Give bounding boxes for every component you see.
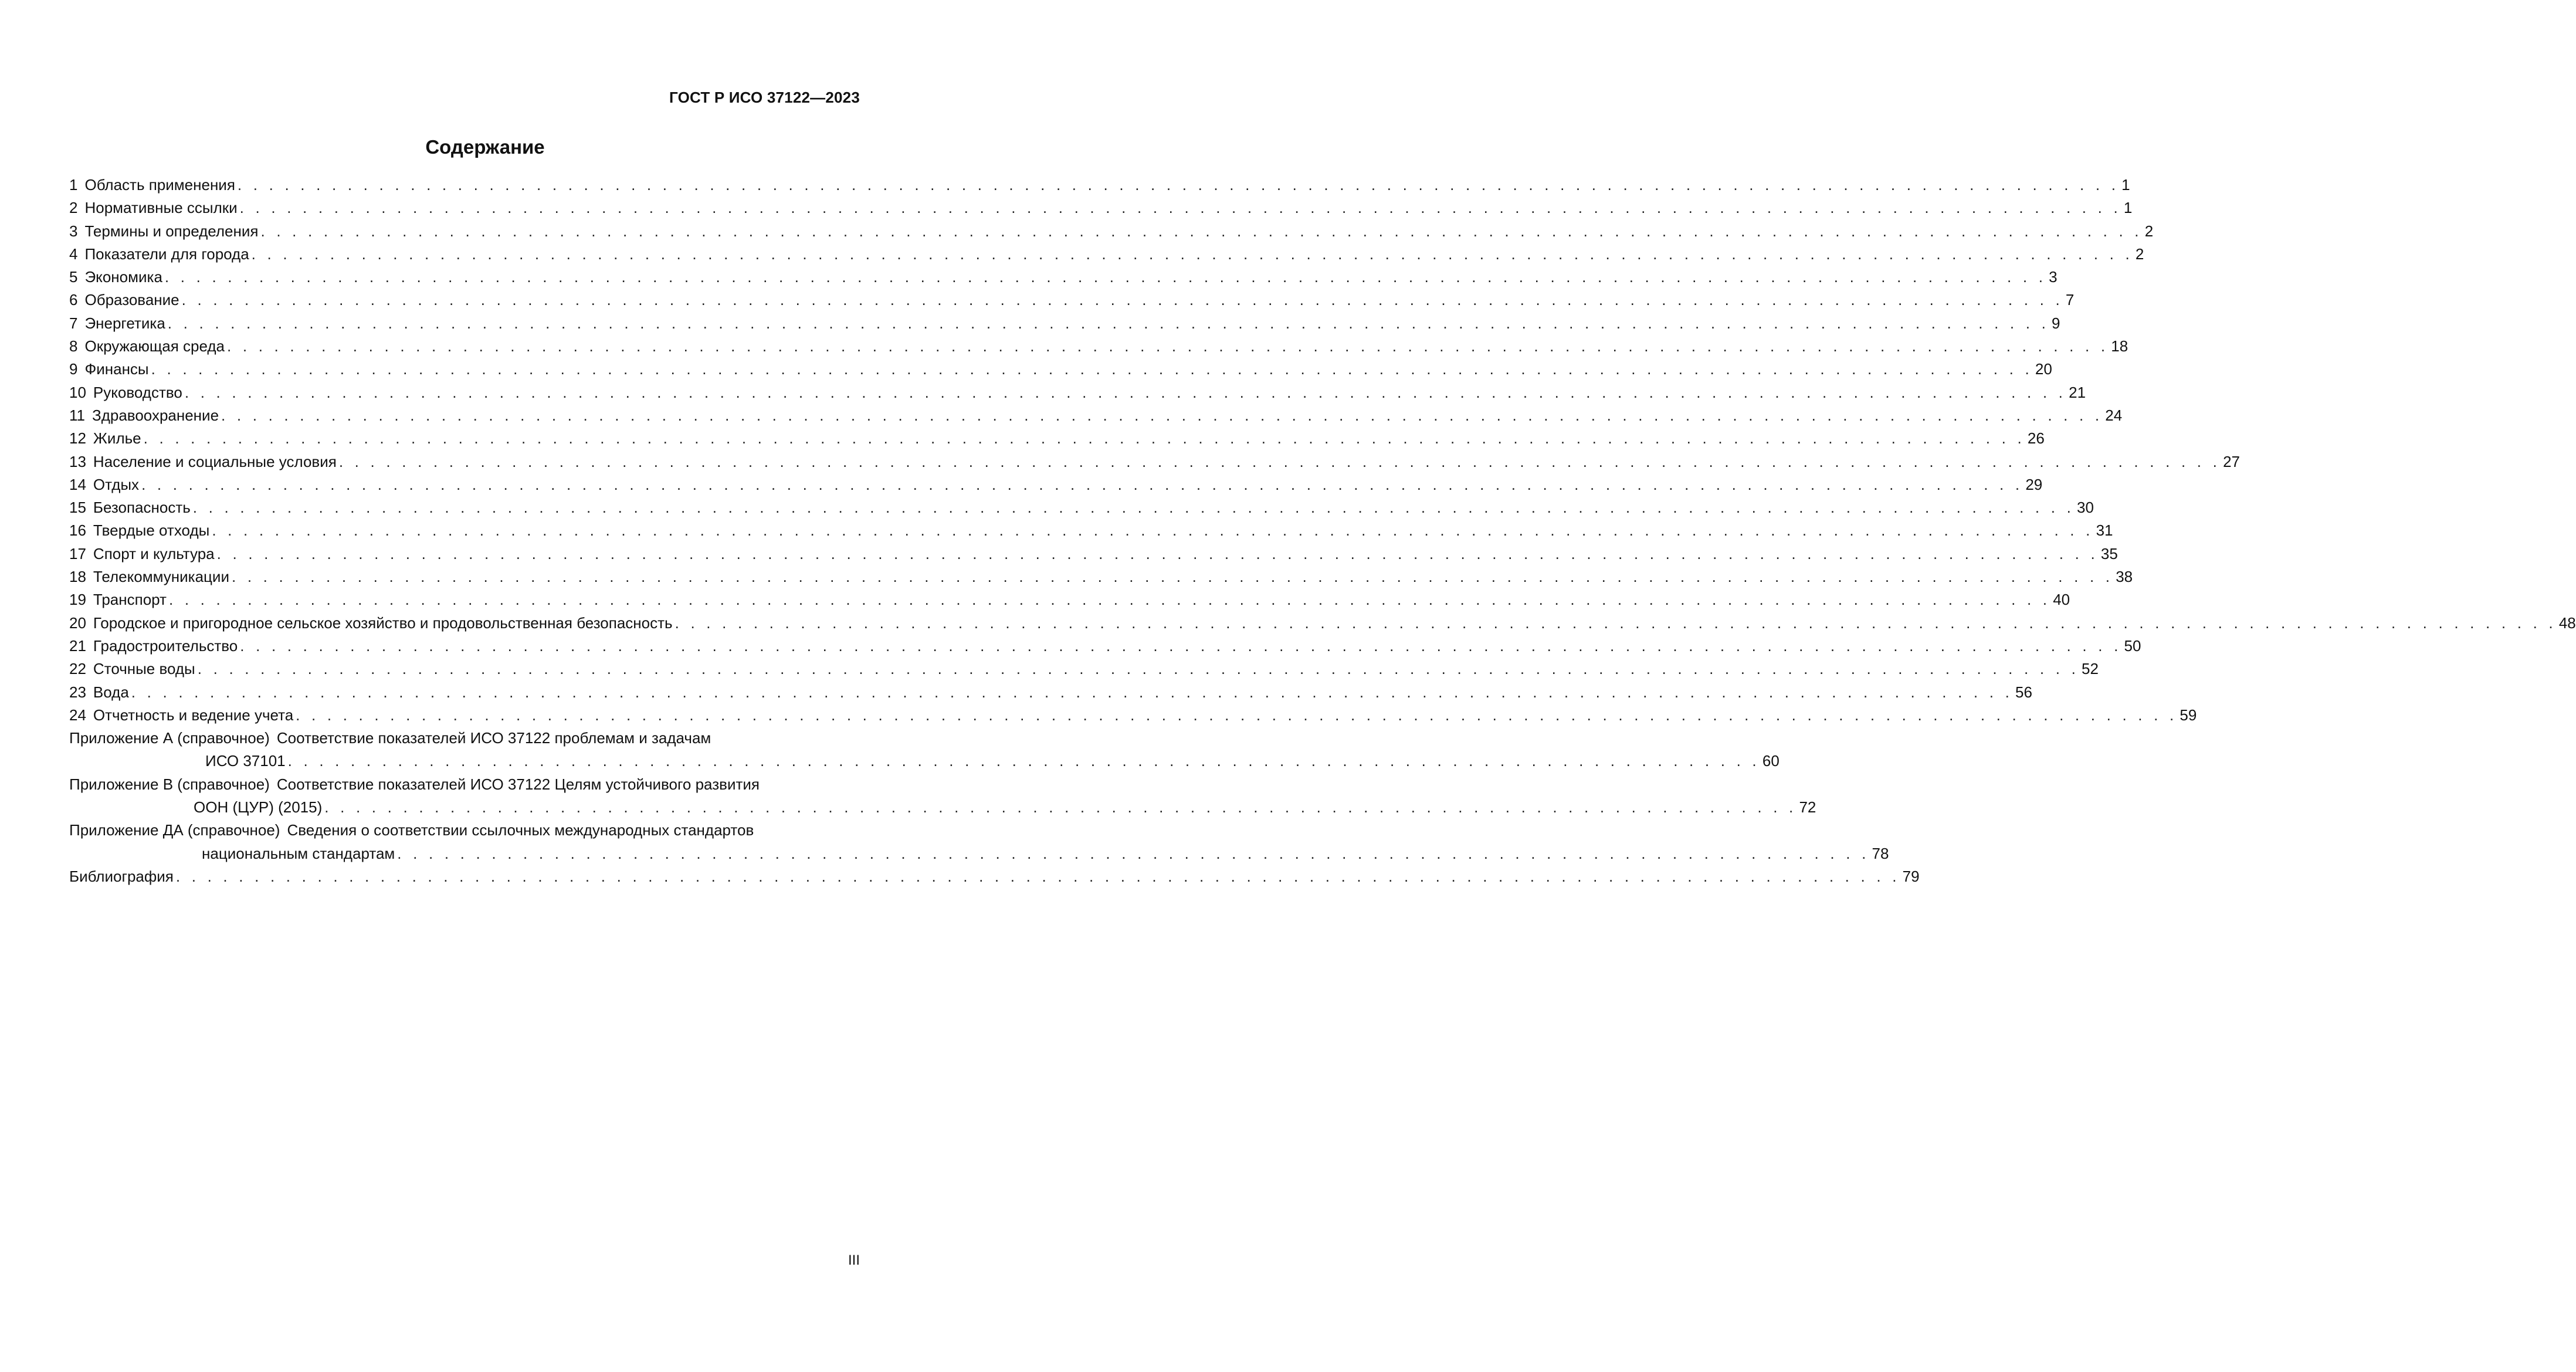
section-number: 12: [69, 429, 86, 448]
toc-annex-b[interactable]: [69, 773, 1816, 819]
dot-leader: . . . . . . . . . . . . . . . . . . . . . . . . . . . . . . . . . . . . . . . . . . . . . . . . . . . . . . . . . . . . . . . . . . . . . . . . . . . . . . . . . . . . . . . . . . . . . . . . . . . . . . . . . . . . . . . . . . . . . . . .: [192, 499, 2075, 517]
toc-entry[interactable]: [69, 519, 2113, 542]
section-title: Экономика: [84, 268, 162, 286]
section-number: 4: [69, 245, 78, 263]
section-number: 3: [69, 222, 78, 240]
section-title: Вода: [93, 683, 129, 701]
section-title: Нормативные ссылки: [84, 199, 238, 217]
section-title: Население и социальные условия: [93, 452, 337, 470]
section-number: 13: [69, 452, 86, 470]
toc-entry[interactable]: [69, 635, 2141, 658]
dot-leader: . . . . . . . . . . . . . . . . . . . . . . . . . . . . . . . . . . . . . . . . . . . . . . . . . . . . . . . . . . . . . . . . . . . . . . . . . . . . . . . . . . . . . . . . . . . . . . . . . . . . . . . . . . . . . . . . . . . . . . . .: [141, 475, 2023, 493]
toc-entry[interactable]: [69, 588, 2070, 611]
section-number: 14: [69, 475, 86, 493]
dot-leader: . . . . . . . . . . . . . . . . . . . . . . . . . . . . . . . . . . . . . . . . . . . . . . . . . . . . . . . . . . . . . . . . . . . . . . . . . . . . . . . . . . . . . . . . . . . . . . . . . . . . . . . . . . . . . . . . . . . . . . . .: [231, 568, 2114, 586]
bibliography-page-number: 79: [1902, 867, 1920, 885]
toc-annex-da[interactable]: [69, 819, 1889, 865]
page-title: Содержание: [425, 136, 545, 158]
annex-prefix: Приложение В (справочное): [69, 775, 270, 793]
section-page-number: 20: [2035, 360, 2052, 378]
section-number: 10: [69, 383, 86, 401]
section-number: 16: [69, 521, 86, 540]
section-title: Городское и пригородное сельское хозяйство и продовольственная безопасность: [93, 614, 673, 632]
section-number: 11: [69, 406, 85, 424]
toc-sections: [69, 174, 2576, 727]
section-page-number: 26: [2027, 429, 2045, 448]
section-page-number: 18: [2111, 337, 2128, 355]
section-page-number: 52: [2082, 660, 2099, 678]
toc-entry[interactable]: [69, 220, 2154, 243]
annex-page-number: 78: [1872, 844, 1889, 862]
section-title: Сточные воды: [93, 660, 195, 678]
section-page-number: 29: [2025, 475, 2043, 493]
section-page-number: 40: [2053, 591, 2070, 609]
dot-leader: . . . . . . . . . . . . . . . . . . . . . . . . . . . . . . . . . . . . . . . . . . . . . . . . . . . . . . . . . . . . . . . . . . . . . . . . . . . . . . . . . . . . . . . . . . . . . .: [287, 752, 1760, 770]
toc-entry[interactable]: [69, 358, 2052, 381]
toc-entry[interactable]: [69, 543, 2118, 565]
toc-annex-a[interactable]: [69, 727, 1780, 773]
section-title: Жилье: [93, 429, 141, 448]
section-title: Здравоохранение: [92, 406, 219, 424]
toc-entry[interactable]: [69, 243, 2144, 266]
section-number: 19: [69, 591, 86, 609]
section-title: Безопасность: [93, 499, 191, 517]
section-page-number: 59: [2180, 706, 2197, 724]
dot-leader: . . . . . . . . . . . . . . . . . . . . . . . . . . . . . . . . . . . . . . . . . . . . . . . . . . . . . . . . . . . . . . . . . . . . . . . . . . . . . . . . . . . . . . . . . . . . . . . . . . . . . . . . . . . . . . . . . . . . . . . .: [151, 360, 2033, 378]
dot-leader: . . . . . . . . . . . . . . . . . . . . . . . . . . . . . . . . . . . . . . . . . . . . . . . . . . . . . . . . . . . . . . . . . . . . . . . . . . . . . . . . . . . . . . . . . . . . . . . . . . . . . . . . . . . . . . . . . . . . . . . .: [197, 660, 2079, 678]
section-page-number: 38: [2116, 568, 2133, 586]
annex-page-number: 60: [1762, 752, 1780, 770]
section-title: Окружающая среда: [84, 337, 225, 355]
section-title: Энергетика: [84, 314, 165, 332]
dot-leader: . . . . . . . . . . . . . . . . . . . . . . . . . . . . . . . . . . . . . . . . . . . . . . . . . . . . . . . . . . . . . . . . . . . . . . . . . . . . . . . . . . . . . . . . . . . . . . . . . . . . . . . . . . . . . . . . . . . . . . . .: [167, 314, 2050, 332]
dot-leader: . . . . . . . . . . . . . . . . . . . . . . . . . . . . . . . . . . . . . . . . . . . . . . . . . . . . . . . . . . . . . . . . . . . . . . . . . . . . . . . . . . . . . . . . . . . . . . . . . . . . . . . . . . . . . . . . . . . . . . . .: [338, 452, 2221, 470]
section-page-number: 50: [2124, 636, 2141, 655]
dot-leader: . . . . . . . . . . . . . . . . . . . . . . . . . . . . . . . . . . . . . . . . . . . . . . . . . . . . . . . . . . . . . . . . . . . . . . . . . . . . . . . . . . . . . . . . . . . . . . . . . . . . . . . . . . . . . . . . . . . . . . . .: [143, 429, 2025, 448]
annex-title-line2: ИСО 37101: [205, 752, 286, 770]
section-page-number: 1: [2123, 199, 2133, 217]
section-title: Телекоммуникации: [93, 568, 229, 586]
section-number: 22: [69, 660, 86, 678]
toc-entry[interactable]: [69, 289, 2075, 311]
annex-title-line2: национальным стандартам: [202, 844, 395, 862]
toc-entry[interactable]: [69, 427, 2045, 450]
toc-entry[interactable]: [69, 312, 2060, 335]
toc-entry[interactable]: [69, 565, 2133, 588]
dot-leader: . . . . . . . . . . . . . . . . . . . . . . . . . . . . . . . . . . . . . . . . . . . . . . . . . . . . . . . . . . . . . . . . . . . . . . . . . . . . . . . . . . . . . . . . . . . . . . . . . . . . . . . . . . . . . . . . . . . . . . . .: [216, 544, 2099, 563]
document-code: ГОСТ Р ИСО 37122—2023: [669, 89, 860, 106]
section-page-number: 2: [2135, 245, 2144, 263]
section-title: Область применения: [84, 176, 235, 194]
toc-entry[interactable]: [69, 612, 2576, 635]
toc-entry[interactable]: [69, 658, 2099, 680]
section-page-number: 31: [2096, 521, 2113, 540]
section-number: 20: [69, 614, 86, 632]
section-title: Градостроительство: [93, 636, 238, 655]
section-title: Термины и определения: [84, 222, 259, 240]
section-page-number: 27: [2223, 452, 2240, 470]
toc-bibliography[interactable]: [69, 865, 1920, 888]
dot-leader: . . . . . . . . . . . . . . . . . . . . . . . . . . . . . . . . . . . . . . . . . . . . . . . . . . . . . . . . . . . . . . . . . . . . . . . . . . . . . . . . . . . . . . . . . . . . . . . . . . . . . . . . . . . . . . . . . . . . . . . .: [184, 383, 2067, 401]
dot-leader: . . . . . . . . . . . . . . . . . . . . . . . . . . . . . . . . . . . . . . . . . . . . . . . . . . . . . . . . . . . . . . . . . . . . . . . . . . . . . . . . . . . . . . . . . . . . . . . . . . . . . . . . . . . . . .: [175, 867, 1900, 885]
dot-leader: . . . . . . . . . . . . . . . . . . . . . . . . . . . . . . . . . . . . . . . . . . . . . . . . . . . . . . . . . . . . . . . . . . . . . . . . . . . . . . . . . . . . . . . . . . . . . . . . . . . . . . . . . . . . . . . . . . . . . . . .: [212, 521, 2094, 540]
dot-leader: . . . . . . . . . . . . . . . . . . . . . . . . . . . . . . . . . . . . . . . . . . . . . . . . . . . . . . . . . . . . . . . . . . . . . . . . . . . . . . . . . . . . . . . . . . . . . . . . . . . . . . . . . . . . . . . . . . . . . . . .: [240, 636, 2122, 655]
toc-entry[interactable]: [69, 450, 2240, 473]
section-number: 5: [69, 268, 78, 286]
toc-entry[interactable]: [69, 197, 2133, 219]
section-number: 6: [69, 291, 78, 309]
section-number: 9: [69, 360, 78, 378]
section-title: Отчетность и ведение учета: [93, 706, 294, 724]
toc-entry[interactable]: [69, 704, 2197, 727]
section-number: 17: [69, 544, 86, 563]
annex-title-line2: ООН (ЦУР) (2015): [194, 798, 323, 817]
annex-title-line1: Соответствие показателей ИСО 37122 проблемам и задачам: [276, 729, 711, 747]
section-number: 1: [69, 176, 78, 194]
section-title: Финансы: [84, 360, 149, 378]
annex-title-line1: Сведения о соответствии ссылочных международных стандартов: [287, 821, 754, 839]
section-number: 23: [69, 683, 86, 701]
toc-entry[interactable]: [69, 174, 2130, 197]
toc-entry[interactable]: [69, 266, 2058, 289]
section-title: Руководство: [93, 383, 182, 401]
dot-leader: . . . . . . . . . . . . . . . . . . . . . . . . . . . . . . . . . . . . . . . . . . . . . . . . . . . . . . . . . . . . . . . . . . . . . . . . . . . . . . . . . . . . . . . . . . . . . . . . . . . . . . . . . . . . . . . . . . . . . . . .: [131, 683, 2014, 701]
dot-leader: . . . . . . . . . . . . . . . . . . . . . . . . . . . . . . . . . . . . . . . . . . . . . . . . . . . . . . . . . . . . . . . . . . . . . . . . . . . . . . . . . . . . . . . . . . . . . . . . . . . . . . . . . . . . . . . . . . . . . . . .: [221, 406, 2103, 424]
section-page-number: 24: [2105, 406, 2123, 424]
dot-leader: . . . . . . . . . . . . . . . . . . . . . . . . . . . . . . . . . . . . . . . . . . . . . . . . . . . . . . . . . . . . . . . . . . . . . . . . . . . . . . . . . . . . . . . . . . . . . . . . . . . . . . . . . . . . . . . . . . . . . . . .: [239, 199, 2121, 217]
section-page-number: 56: [2015, 683, 2032, 701]
section-title: Образование: [84, 291, 179, 309]
section-number: 7: [69, 314, 78, 332]
annex-page-number: 72: [1799, 798, 1816, 817]
section-title: Показатели для города: [84, 245, 249, 263]
bibliography-label: Библиография: [69, 867, 174, 885]
section-title: Спорт и культура: [93, 544, 215, 563]
dot-leader: . . . . . . . . . . . . . . . . . . . . . . . . . . . . . . . . . . . . . . . . . . . . . . . . . . . . . . . . . . . . . . . . . . . . . . . . . . . . . . . . . . . . . . . . . . . . . . . . . . . . . . . . . . . . . . . . . . . . . . . .: [181, 291, 2063, 309]
page-number: III: [848, 1252, 860, 1268]
section-page-number: 2: [2144, 222, 2154, 240]
section-page-number: 7: [2065, 291, 2075, 309]
section-title: Отдых: [93, 475, 140, 493]
annex-prefix: Приложение ДА (справочное): [69, 821, 280, 839]
dot-leader: . . . . . . . . . . . . . . . . . . . . . . . . . . . . . . . . . . . . . . . . . . . . . . . . . . . . . . . . . . . . . . . . . . . . . . . . . . . . . . . . . . . . . . . . . . . . . . . . . . . . . . . . . . . . . . . . . . . . . . . .: [168, 591, 2051, 609]
dot-leader: . . . . . . . . . . . . . . . . . . . . . . . . . . . . . . . . . . . . . . . . . . . . . . . . . . . . . . . . . . . . . . . . . . . . . . . . . . . . . . . . . . . . . . . . . . . . . .: [324, 798, 1797, 817]
dot-leader: . . . . . . . . . . . . . . . . . . . . . . . . . . . . . . . . . . . . . . . . . . . . . . . . . . . . . . . . . . . . . . . . . . . . . . . . . . . . . . . . . . . . . . . . . . . . . . . . . . . . . . . . . . . . . . . . . . . . . . . .: [251, 245, 2133, 263]
toc-entry[interactable]: [69, 404, 2123, 427]
section-number: 21: [69, 636, 86, 655]
section-page-number: 1: [2121, 176, 2130, 194]
dot-leader: . . . . . . . . . . . . . . . . . . . . . . . . . . . . . . . . . . . . . . . . . . . . . . . . . . . . . . . . . . . . . . . . . . . . . . . . . . . . . . . . . . . . . . . . . . . . . . . . . . . . . . . . . . . . . . . . . . . . . . . .: [674, 614, 2557, 632]
section-number: 2: [69, 199, 78, 217]
dot-leader: . . . . . . . . . . . . . . . . . . . . . . . . . . . . . . . . . . . . . . . . . . . . . . . . . . . . . . . . . . . . . . . . . . . . . . . . . . . . . . . . . . . . . . . . . . . . . . . . . . . . . . . . . . . . . . . . . . . . . . . .: [296, 706, 2178, 724]
annex-title-line1: Соответствие показателей ИСО 37122 Целям устойчивого развития: [276, 775, 760, 793]
annex-prefix: Приложение А (справочное): [69, 729, 270, 747]
dot-leader: . . . . . . . . . . . . . . . . . . . . . . . . . . . . . . . . . . . . . . . . . . . . . . . . . . . . . . . . . . . . . . . . . . . . . . . . . . . . . . . . . . . . . . . . . . . . . . . . . . . . . . . . . . . . . . . . . . . . . . . .: [237, 176, 2120, 194]
toc-entry[interactable]: [69, 681, 2032, 704]
toc-entry[interactable]: [69, 496, 2094, 519]
section-title: Твердые отходы: [93, 521, 210, 540]
section-page-number: 30: [2077, 499, 2094, 517]
table-of-contents: [69, 174, 2576, 888]
section-number: 24: [69, 706, 86, 724]
toc-entry[interactable]: [69, 381, 2086, 404]
section-number: 15: [69, 499, 86, 517]
section-number: 18: [69, 568, 86, 586]
section-page-number: 35: [2100, 544, 2118, 563]
section-page-number: 9: [2052, 314, 2060, 332]
toc-entry[interactable]: [69, 473, 2043, 496]
section-number: 8: [69, 337, 78, 355]
section-page-number: 21: [2069, 383, 2086, 401]
dot-leader: . . . . . . . . . . . . . . . . . . . . . . . . . . . . . . . . . . . . . . . . . . . . . . . . . . . . . . . . . . . . . . . . . . . . . . . . . . . . . . . . . . . . . . . . . . . . . .: [397, 844, 1870, 862]
section-page-number: 3: [2049, 268, 2058, 286]
toc-entry[interactable]: [69, 335, 2128, 358]
dot-leader: . . . . . . . . . . . . . . . . . . . . . . . . . . . . . . . . . . . . . . . . . . . . . . . . . . . . . . . . . . . . . . . . . . . . . . . . . . . . . . . . . . . . . . . . . . . . . . . . . . . . . . . . . . . . . . . . . . . . . . . .: [164, 268, 2047, 286]
section-page-number: 48: [2558, 614, 2576, 632]
dot-leader: . . . . . . . . . . . . . . . . . . . . . . . . . . . . . . . . . . . . . . . . . . . . . . . . . . . . . . . . . . . . . . . . . . . . . . . . . . . . . . . . . . . . . . . . . . . . . . . . . . . . . . . . . . . . . . . . . . . . . . . .: [227, 337, 2109, 355]
section-title: Транспорт: [93, 591, 167, 609]
dot-leader: . . . . . . . . . . . . . . . . . . . . . . . . . . . . . . . . . . . . . . . . . . . . . . . . . . . . . . . . . . . . . . . . . . . . . . . . . . . . . . . . . . . . . . . . . . . . . . . . . . . . . . . . . . . . . . . . . . . . . . . .: [260, 222, 2143, 240]
